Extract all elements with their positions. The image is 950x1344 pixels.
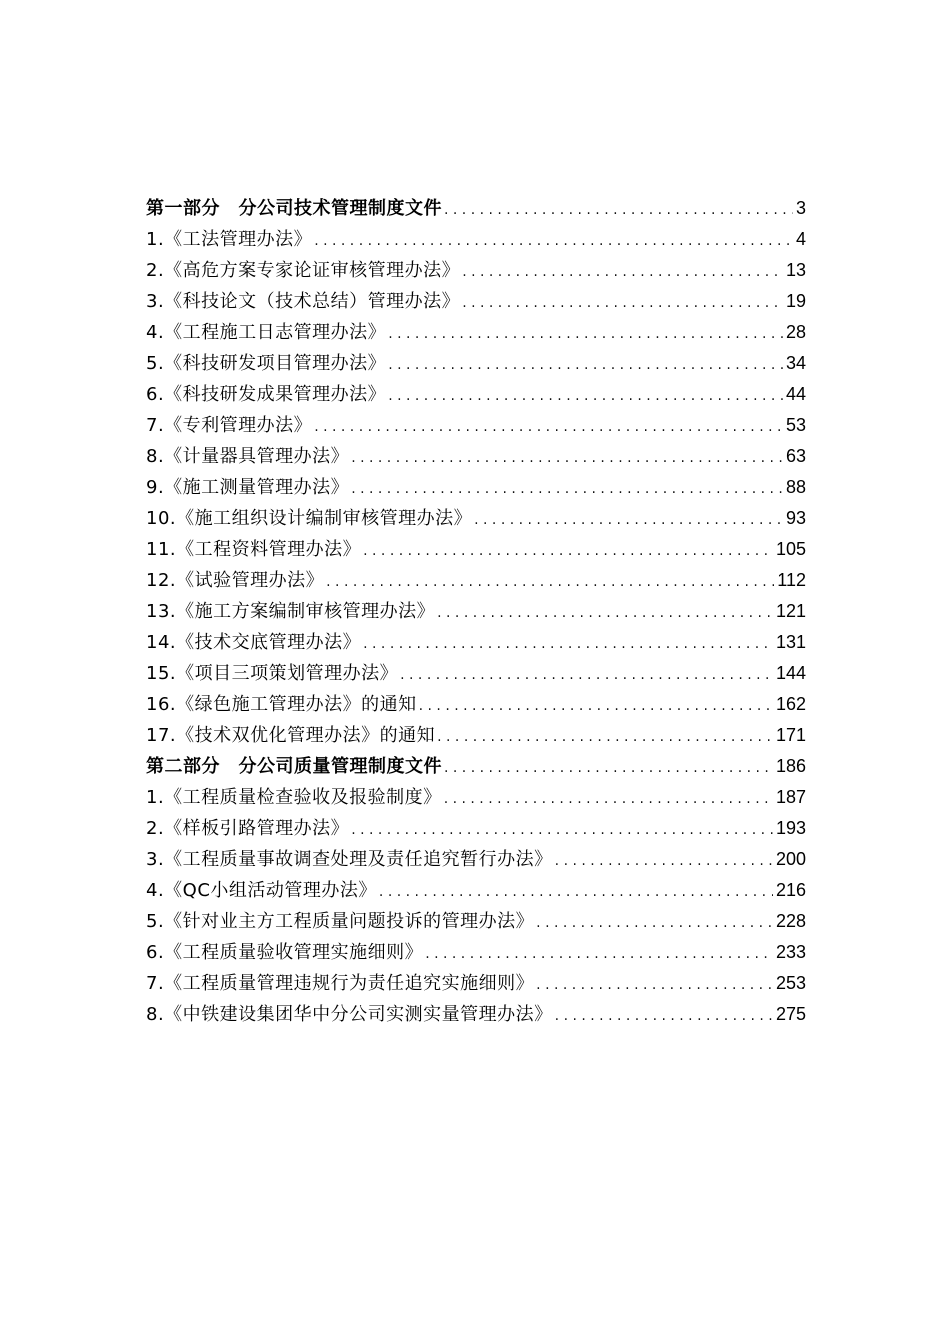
dot-leader [444, 784, 773, 815]
dot-leader [474, 505, 783, 536]
dot-leader [425, 939, 773, 970]
toc-entry-page: 131 [775, 632, 806, 652]
toc-entry-title: 4.《QC小组活动管理办法》 [146, 880, 377, 901]
toc-entry-page: 228 [775, 911, 806, 931]
toc-entry-page: 216 [775, 880, 806, 900]
toc-entry-page: 63 [785, 446, 806, 466]
toc-entry-title: 7.《工程质量管理违规行为责任追究实施细则》 [146, 973, 535, 994]
dot-leader [388, 319, 783, 350]
toc-entry[interactable] [146, 813, 806, 844]
toc-entry[interactable] [146, 224, 806, 255]
toc-entry-page: 4 [795, 229, 806, 249]
dot-leader [419, 691, 773, 722]
toc-entry-page: 93 [785, 508, 806, 528]
toc-entry-title: 11.《工程资料管理办法》 [146, 539, 362, 560]
dot-leader [462, 257, 783, 288]
toc-entry-page: 187 [775, 787, 806, 807]
dot-leader [314, 226, 793, 257]
dot-leader [536, 908, 773, 939]
toc-entry[interactable] [146, 317, 806, 348]
toc-entry-title: 3.《科技论文（技术总结）管理办法》 [146, 291, 461, 312]
toc-entry-page: 186 [775, 756, 806, 776]
toc-entry-title: 12.《试验管理办法》 [146, 570, 325, 591]
dot-leader [400, 660, 773, 691]
toc-entry-title: 8.《计量器具管理办法》 [146, 446, 350, 467]
dot-leader [351, 443, 783, 474]
dot-leader [462, 288, 783, 319]
toc-entry[interactable] [146, 286, 806, 317]
toc-entry-title: 3.《工程质量事故调查处理及责任追究暂行办法》 [146, 849, 553, 870]
toc-entry-title: 2.《样板引路管理办法》 [146, 818, 350, 839]
toc-entry-page: 88 [785, 477, 806, 497]
toc-entry-title: 7.《专利管理办法》 [146, 415, 313, 436]
toc-entry[interactable] [146, 844, 806, 875]
dot-leader [379, 877, 773, 908]
toc-entry-title: 1.《工程质量检查验收及报验制度》 [146, 787, 442, 808]
toc-entry-title: 8.《中铁建设集团华中分公司实测实量管理办法》 [146, 1004, 553, 1025]
toc-entry[interactable] [146, 441, 806, 472]
toc-entry-title: 17.《技术双优化管理办法》的通知 [146, 725, 436, 746]
toc-entry[interactable] [146, 379, 806, 410]
toc-entry[interactable] [146, 596, 806, 627]
toc-entry[interactable] [146, 782, 806, 813]
toc-entry-page: 275 [775, 1004, 806, 1024]
toc-entry[interactable] [146, 565, 806, 596]
toc-entry[interactable] [146, 627, 806, 658]
toc-entry-page: 105 [775, 539, 806, 559]
dot-leader [437, 722, 773, 753]
toc-entry-page: 3 [795, 198, 806, 218]
toc-entry[interactable] [146, 503, 806, 534]
toc-entry-title: 4.《工程施工日志管理办法》 [146, 322, 387, 343]
toc-entry-title: 9.《施工测量管理办法》 [146, 477, 350, 498]
toc-entry-title: 5.《科技研发项目管理办法》 [146, 353, 387, 374]
toc-entry[interactable] [146, 193, 806, 224]
toc-entry-title: 1.《工法管理办法》 [146, 229, 313, 250]
toc-entry-page: 44 [785, 384, 806, 404]
toc-entry[interactable] [146, 999, 806, 1030]
toc-entry-title: 第二部分 分公司质量管理制度文件 [146, 756, 442, 777]
toc-entry-page: 34 [785, 353, 806, 373]
toc-entry-title: 2.《高危方案专家论证审核管理办法》 [146, 260, 461, 281]
toc-entry-page: 144 [775, 663, 806, 683]
dot-leader [314, 412, 783, 443]
toc-entry-page: 121 [775, 601, 806, 621]
dot-leader [444, 753, 773, 784]
toc-entry-title: 16.《绿色施工管理办法》的通知 [146, 694, 417, 715]
toc-entry[interactable] [146, 875, 806, 906]
toc-entry-page: 28 [785, 322, 806, 342]
dot-leader [351, 815, 773, 846]
toc-entry[interactable] [146, 472, 806, 503]
toc-entry-page: 13 [785, 260, 806, 280]
toc-entry[interactable] [146, 937, 806, 968]
toc-entry-title: 15.《项目三项策划管理办法》 [146, 663, 399, 684]
toc-entry[interactable] [146, 348, 806, 379]
toc-entry-page: 193 [775, 818, 806, 838]
toc-entry-page: 19 [785, 291, 806, 311]
toc-entry[interactable] [146, 534, 806, 565]
toc-entry-page: 200 [775, 849, 806, 869]
dot-leader [388, 381, 783, 412]
dot-leader [388, 350, 783, 381]
toc-entry-title: 6.《工程质量验收管理实施细则》 [146, 942, 424, 963]
toc-entry-page: 253 [775, 973, 806, 993]
dot-leader [444, 195, 793, 226]
toc-entry-title: 10.《施工组织设计编制审核管理办法》 [146, 508, 473, 529]
toc-entry-page: 171 [775, 725, 806, 745]
table-of-contents [146, 193, 806, 1030]
toc-entry-title: 14.《技术交底管理办法》 [146, 632, 362, 653]
toc-entry-page: 53 [785, 415, 806, 435]
toc-entry-page: 162 [775, 694, 806, 714]
toc-entry[interactable] [146, 968, 806, 999]
dot-leader [363, 536, 773, 567]
dot-leader [536, 970, 773, 1001]
toc-entry[interactable] [146, 751, 806, 782]
toc-entry-page: 112 [777, 570, 806, 590]
toc-entry-title: 6.《科技研发成果管理办法》 [146, 384, 387, 405]
dot-leader [351, 474, 783, 505]
toc-entry[interactable] [146, 255, 806, 286]
toc-entry[interactable] [146, 658, 806, 689]
toc-entry-page: 233 [775, 942, 806, 962]
toc-entry[interactable] [146, 410, 806, 441]
dot-leader [555, 1001, 773, 1032]
toc-entry[interactable] [146, 689, 806, 720]
dot-leader [555, 846, 773, 877]
dot-leader [326, 567, 774, 598]
toc-entry-title: 第一部分 分公司技术管理制度文件 [146, 198, 442, 219]
dot-leader [437, 598, 773, 629]
toc-entry-title: 5.《针对业主方工程质量问题投诉的管理办法》 [146, 911, 535, 932]
toc-entry-title: 13.《施工方案编制审核管理办法》 [146, 601, 436, 622]
dot-leader [363, 629, 773, 660]
toc-entry[interactable] [146, 720, 806, 751]
toc-entry[interactable] [146, 906, 806, 937]
